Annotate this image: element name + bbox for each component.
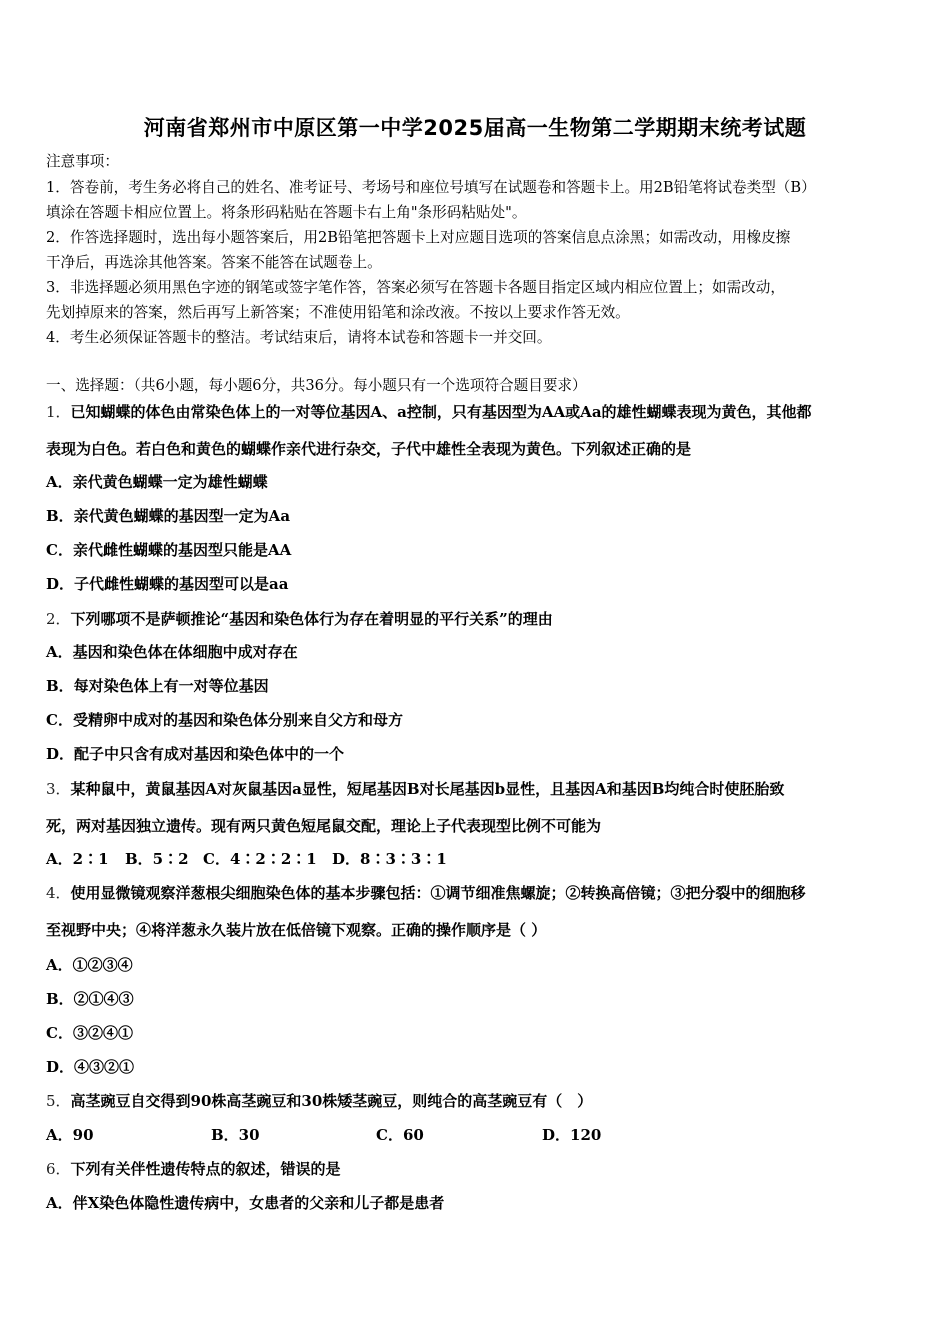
question-number: 3． [46, 780, 71, 798]
question-number: 1． [46, 403, 71, 421]
notice-line: 4．考生必须保证答题卡的整洁。考试结束后，请将本试卷和答题卡一并交回。 [46, 329, 552, 346]
option-c[interactable]: C．60 [376, 1126, 424, 1144]
notice-line: 干净后，再选涂其他答案。答案不能答在试题卷上。 [46, 254, 382, 271]
option-a[interactable]: A．①②③④ [46, 956, 133, 974]
question-stem: 下列有关伴性遗传特点的叙述，错误的是 [70, 1160, 341, 1178]
option-a[interactable]: A．亲代黄色蝴蝶一定为雄性蝴蝶 [46, 473, 268, 491]
option-b[interactable]: B．5∶2 [125, 850, 189, 868]
question-stem: 死，两对基因独立遗传。现有两只黄色短尾鼠交配，理论上子代表现型比例不可能为 [46, 817, 602, 835]
option-b[interactable]: B．②①④③ [46, 990, 134, 1008]
option-a[interactable]: A．伴X染色体隐性遗传病中，女患者的父亲和儿子都是患者 [46, 1194, 445, 1212]
section-heading: 一、选择题：（共6小题，每小题6分，共36分。每小题只有一个选项符合题目要求） [46, 377, 587, 394]
question-stem: 至视野中央；④将洋葱永久装片放在低倍镜下观察。正确的操作顺序是（ ） [46, 921, 547, 939]
options-row [46, 1125, 646, 1145]
question-number: 4． [46, 884, 71, 902]
question-number: 5． [46, 1092, 71, 1110]
question-stem: 使用显微镜观察洋葱根尖细胞染色体的基本步骤包括：①调节细准焦螺旋；②转换高倍镜；③把分裂中的细胞移 [70, 884, 806, 902]
option-c[interactable]: C．亲代雌性蝴蝶的基因型只能是AA [46, 541, 292, 559]
question-number: 6． [46, 1160, 71, 1178]
option-d[interactable]: D．子代雌性蝴蝶的基因型可以是aa [46, 575, 289, 593]
option-a[interactable]: A．基因和染色体在体细胞中成对存在 [46, 643, 298, 661]
notice-heading: 注意事项： [46, 153, 119, 170]
notice-line: 先划掉原来的答案，然后再写上新答案；不准使用铅笔和涂改液。不按以上要求作答无效。 [46, 304, 630, 321]
question-stem: 表现为白色。若白色和黄色的蝴蝶作亲代进行杂交，子代中雄性全表现为黄色。下列叙述正确的是 [46, 440, 692, 458]
option-d[interactable]: D．120 [542, 1126, 602, 1144]
option-d[interactable]: D．8∶3∶3∶1 [332, 850, 447, 868]
option-b[interactable]: B．30 [211, 1126, 260, 1144]
notice-line: 2．作答选择题时，选出每小题答案后，用2B铅笔把答题卡上对应题目选项的答案信息点涂黑；如需改动，用橡皮擦 [46, 229, 791, 246]
option-c[interactable]: C．4∶2∶2∶1 [203, 850, 317, 868]
options-row [46, 849, 466, 869]
notice-line: 填涂在答题卡相应位置上。将条形码粘贴在答题卡右上角"条形码粘贴处"。 [46, 204, 527, 221]
option-d[interactable]: D．④③②① [46, 1058, 135, 1076]
question-stem: 下列哪项不是萨顿推论“基因和染色体行为存在着明显的平行关系”的理由 [70, 610, 553, 628]
option-a[interactable]: A．2∶1 [46, 850, 109, 868]
option-c[interactable]: C．③②④① [46, 1024, 133, 1042]
page-title: 河南省郑州市中原区第一中学2025届高一生物第二学期期末统考试题 [143, 116, 807, 140]
question-number: 2． [46, 610, 71, 628]
notice-line: 1．答卷前，考生务必将自己的姓名、准考证号、考场号和座位号填写在试题卷和答题卡上。用2B铅笔将试卷类型（B） [46, 179, 816, 196]
option-b[interactable]: B．每对染色体上有一对等位基因 [46, 677, 269, 695]
question-stem: 已知蝴蝶的体色由常染色体上的一对等位基因A、a控制，只有基因型为AA或Aa的雄性蝴蝶表现为黄色，其他都 [70, 403, 812, 421]
question-stem: 某种鼠中，黄鼠基因A对灰鼠基因a显性，短尾基因B对长尾基因b显性，且基因A和基因B均纯合时使胚胎致 [70, 780, 785, 798]
notice-line: 3．非选择题必须用黑色字迹的钢笔或签字笔作答，答案必须写在答题卡各题目指定区域内相应位置上；如需改动， [46, 279, 785, 296]
option-d[interactable]: D．配子中只含有成对基因和染色体中的一个 [46, 745, 345, 763]
question-stem: 高茎豌豆自交得到90株高茎豌豆和30株矮茎豌豆，则纯合的高茎豌豆有（ ） [70, 1092, 593, 1110]
option-c[interactable]: C．受精卵中成对的基因和染色体分别来自父方和母方 [46, 711, 403, 729]
option-b[interactable]: B．亲代黄色蝴蝶的基因型一定为Aa [46, 507, 291, 525]
option-a[interactable]: A．90 [46, 1126, 94, 1144]
